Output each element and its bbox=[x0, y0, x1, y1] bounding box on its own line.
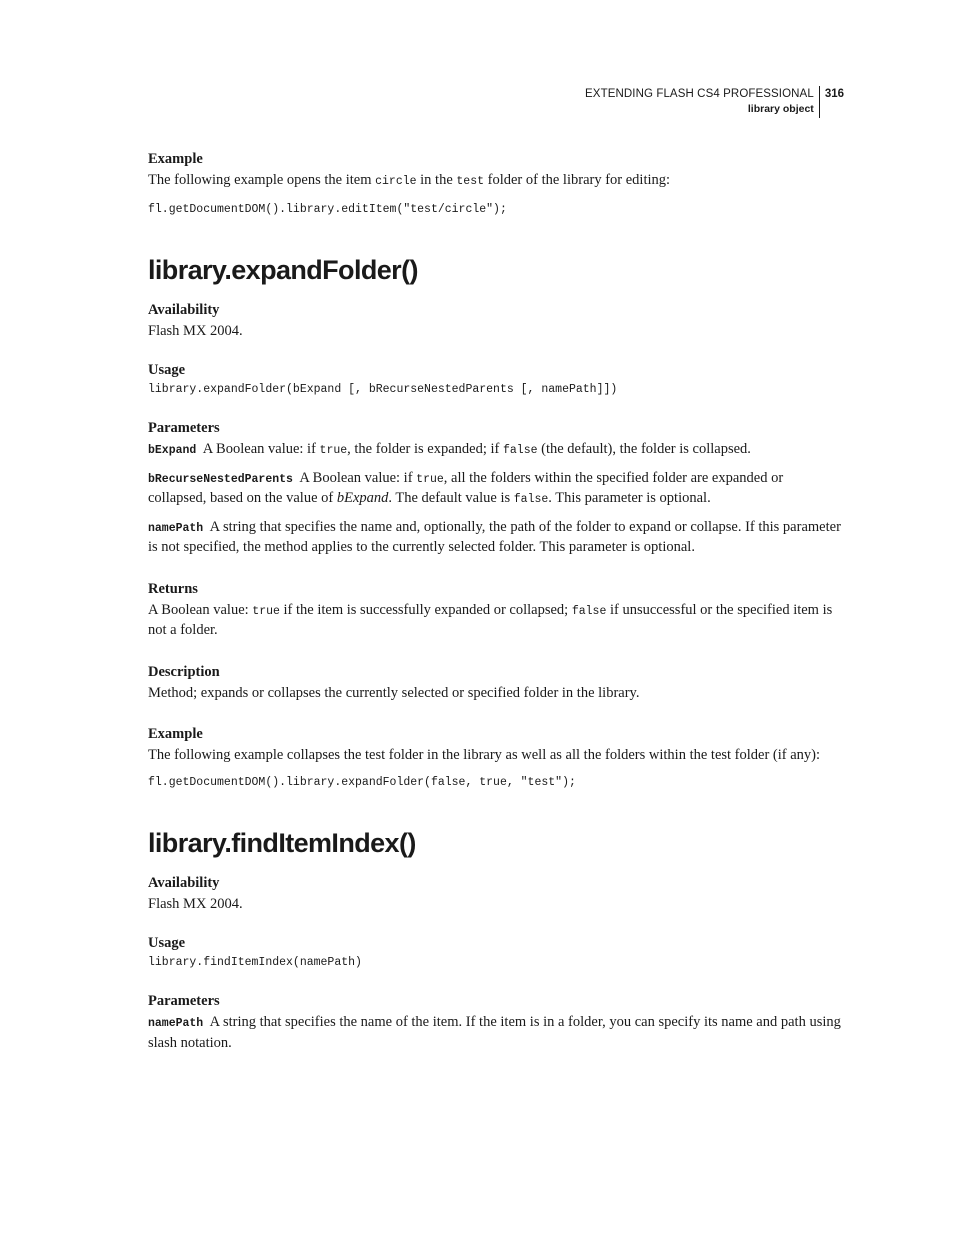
prev-example-section bbox=[148, 150, 842, 218]
header-subtitle: library object bbox=[747, 103, 814, 115]
example-text: The following example collapses the test folder in the library as well as all the folders within the test folder (if any): bbox=[148, 747, 821, 763]
parameters-heading: Parameters bbox=[148, 420, 220, 436]
description-text: Method; expands or collapses the currently selected or specified folder in the library. bbox=[148, 684, 640, 701]
availability-heading: Availability bbox=[148, 301, 220, 318]
example-heading: Example bbox=[148, 726, 203, 742]
usage-code: library.expandFolder(bExpand [, bRecurseNestedParents [, namePath]]) bbox=[148, 383, 618, 396]
inline-code: test bbox=[456, 175, 485, 188]
page-header bbox=[585, 86, 844, 118]
expandfolder-section bbox=[148, 254, 845, 791]
param-brecursenestedparents: bRecurseNestedParents A Boolean value: if true, all the folders within the specified folder are expanded or collapsed, based on the value of bExpand. The default value is false. This parameter is optional. bbox=[148, 469, 784, 506]
param-namepath: namePath A string that specifies the name and, optionally, the path of the folder to expand or collapse. If this parameter is not specified, the method applies to the currently selected folder. This parameter is optional. bbox=[148, 518, 845, 555]
usage-heading: Usage bbox=[148, 935, 186, 951]
example-code: fl.getDocumentDOM().library.editItem("test/circle"); bbox=[148, 202, 507, 216]
running-header bbox=[585, 86, 820, 118]
param-name: namePath bbox=[148, 1017, 204, 1030]
finditemindex-section bbox=[148, 827, 845, 1054]
page-content bbox=[148, 150, 845, 1053]
availability-heading: Availability bbox=[148, 874, 220, 891]
parameters-heading: Parameters bbox=[148, 993, 220, 1009]
example-heading: Example bbox=[148, 151, 203, 167]
returns-text: A Boolean value: true if the item is successfully expanded or collapsed; false if unsuccessful or the specified item is not a folder. bbox=[148, 601, 833, 638]
returns-heading: Returns bbox=[148, 580, 198, 597]
param-name: bRecurseNestedParents bbox=[148, 472, 293, 486]
usage-code: library.findItemIndex(namePath) bbox=[148, 956, 362, 969]
availability-text: Flash MX 2004. bbox=[148, 895, 243, 912]
header-title: EXTENDING FLASH CS4 PROFESSIONAL bbox=[585, 88, 814, 100]
usage-heading: Usage bbox=[148, 362, 186, 378]
param-namepath: namePath A string that specifies the name of the item. If the item is in a folder, you can specify its name and path using slash notation. bbox=[148, 1014, 845, 1051]
param-bexpand: bExpand A Boolean value: if true, the folder is expanded; if false (the default), the folder is collapsed. bbox=[148, 441, 751, 457]
method-title: library.findItemIndex() bbox=[148, 827, 416, 858]
param-name: namePath bbox=[148, 521, 204, 535]
example-code: fl.getDocumentDOM().library.expandFolder(false, true, "test"); bbox=[148, 775, 576, 789]
inline-code: circle bbox=[375, 175, 417, 188]
method-title: library.expandFolder() bbox=[148, 254, 418, 285]
description-heading: Description bbox=[148, 663, 220, 680]
example-text: The following example opens the item circle in the test folder of the library for editing: bbox=[148, 172, 671, 188]
param-name: bExpand bbox=[148, 444, 197, 457]
page-number: 316 bbox=[824, 88, 844, 100]
availability-text: Flash MX 2004. bbox=[148, 322, 243, 339]
